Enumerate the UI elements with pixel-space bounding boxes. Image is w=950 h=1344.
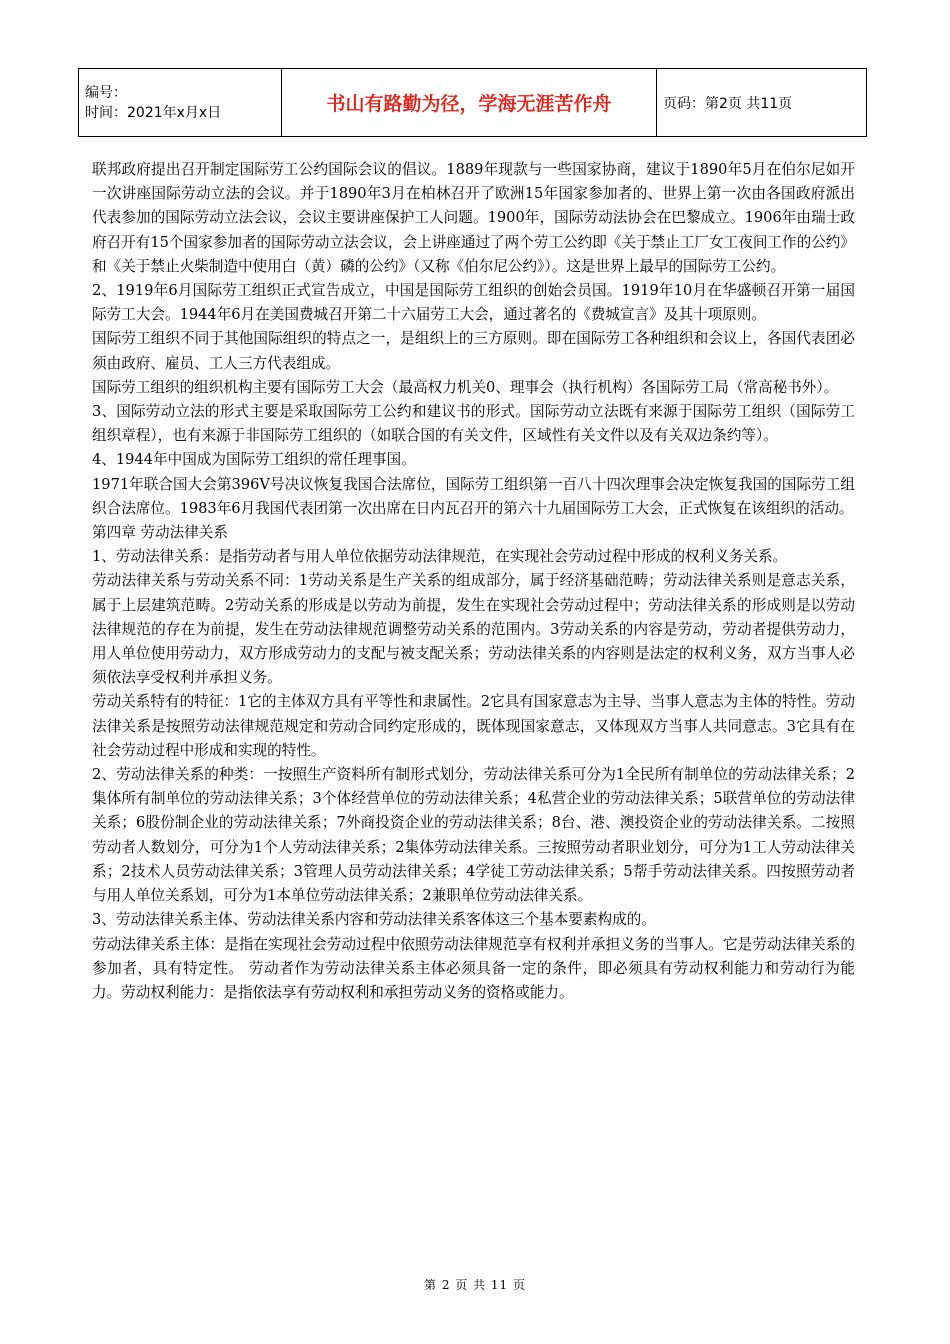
header-table [78, 68, 867, 137]
paragraph: 3、劳动法律关系主体、劳动法律关系内容和劳动法律关系客体这三个基本要素构成的。 [92, 911, 656, 929]
paragraph: 联邦政府提出召开制定国际劳工公约国际会议的倡议。1889年现款与一些国家协商，建议于1890年5月在伯尔尼如开一次讲座国际劳动立法的会议。并于1890年3月在柏林召开了欧洲15年国家参加者的、世界上第一次由各国政府派出代表参加的国际劳动立法会议，会议主要讲座保护工人问题。1900年，国际劳动法协会在巴黎成立。1906年由瑞士政府召开有15个国家参加者的国际劳动立法会议，会上讲座通过了两个劳工公约即《关于禁止工厂女工夜间工作的公约》和《关于禁止火柴制造中使用白（黄）磷的公约》（又称《伯尔尼公约》）。这是世界上最早的国际劳工公约。 [92, 161, 855, 275]
header-meta-cell [79, 69, 282, 137]
paragraph: 劳动法律关系与劳动关系不同：1劳动关系是生产关系的组成部分，属于经济基础范畴；劳动法律关系则是意志关系，属于上层建筑范畴。2劳动关系的形成是以劳动为前提，发生在实现社会劳动过程中；劳动法律关系的形成则是以劳动法律规范的存在为前提，发生在劳动法律规范调整劳动关系的范围内。3劳动关系的内容是劳动，劳动者提供劳动力，用人单位使用劳动力，双方形成劳动力的支配与被支配关系；劳动法律关系的内容则是法定的权利义务，双方当事人必须依法享受权利并承担义务。 [92, 572, 855, 687]
chapter-heading: 第四章 劳动法律关系 [92, 524, 228, 542]
paragraph: 2、1919年6月国际劳工组织正式宣告成立，中国是国际劳工组织的创始会员国。1919年10月在华盛顿召开第一届国际劳工大会。1944年6月在美国费城召开第二十六届劳工大会，通过著名的《费城宣言》及其十项原则。 [92, 282, 855, 324]
document-body [92, 158, 855, 1005]
header-page-label: 页码：第2页 共11页 [657, 69, 867, 137]
paragraph: 国际劳工组织的组织机构主要有国际劳工大会（最高权力机关0、理事会（执行机构）各国际劳工局（常高秘书外）。 [92, 378, 839, 396]
paragraph: 1971年联合国大会第396V号决议恢复我国合法席位，国际劳工组织第一百八十四次理事会决定恢复我国的国际劳工组织合法席位。1983年6月我国代表团第一次出席在日内瓦召开的第六十九届国际劳工大会，正式恢复在该组织的活动。 [92, 475, 855, 517]
header-motto: 书山有路勤为径，学海无涯苦作舟 [282, 69, 657, 137]
paragraph: 劳动关系特有的特征：1它的主体双方具有平等性和隶属性。2它具有国家意志为主导、当事人意志为主体的特性。劳动法律关系是按照劳动法律规范规定和劳动合同约定形成的，既体现国家意志，又体现双方当事人共同意志。3它具有在社会劳动过程中形成和实现的特性。 [92, 693, 855, 759]
page-footer: 第 2 页 共 11 页 [424, 1278, 526, 1292]
paragraph: 3、国际劳动立法的形式主要是采取国际劳工公约和建议书的形式。国际劳动立法既有来源于国际劳工组织（国际劳工组织章程），也有来源于非国际劳工组织的（如联合国的有关文件，区域性有关文件以及有关双边条约等）。 [92, 403, 855, 445]
document-number-label: 编号： [85, 84, 127, 101]
paragraph: 1、劳动法律关系：是指劳动者与用人单位依据劳动法律规范，在实现社会劳动过程中形成的权利义务关系。 [92, 548, 788, 566]
paragraph: 劳动法律关系主体：是指在实现社会劳动过程中依照劳动法律规范享有权利并承担义务的当事人。它是劳动法律关系的参加者，具有特定性。 劳动者作为劳动法律关系主体必须具备一定的条件，即必须具有劳动权利能力和劳动行为能力。劳动权利能力：是指依法享有劳动权利和承担劳动义务的资格或能力。 [92, 935, 855, 1001]
paragraph: 4、1944年中国成为国际劳工组织的常任理事国。 [92, 451, 416, 469]
paragraph: 国际劳工组织不同于其他国际组织的特点之一，是组织上的三方原则。即在国际劳工各种组织和会议上，各国代表团必须由政府、雇员、工人三方代表组成。 [92, 330, 855, 372]
document-time-label: 时间：2021年x月x日 [85, 104, 222, 121]
paragraph: 2、劳动法律关系的种类：一按照生产资料所有制形式划分，劳动法律关系可分为1全民所有制单位的劳动法律关系；2集体所有制单位的劳动法律关系；3个体经营单位的劳动法律关系；4私营企业的劳动法律关系；5联营单位的劳动法律关系；6股份制企业的劳动法律关系；7外商投资企业的劳动法律关系；8台、港、澳投资企业的劳动法律关系。二按照劳动者人数划分，可分为1个人劳动法律关系；2集体劳动法律关系。三按照劳动者职业划分，可分为1工人劳动法律关系；2技术人员劳动法律关系；3管理人员劳动法律关系；4学徒工劳动法律关系；5帮手劳动法律关系。四按照劳动者与用人单位关系划，可分为1本单位劳动法律关系；2兼职单位劳动法律关系。 [92, 766, 855, 905]
